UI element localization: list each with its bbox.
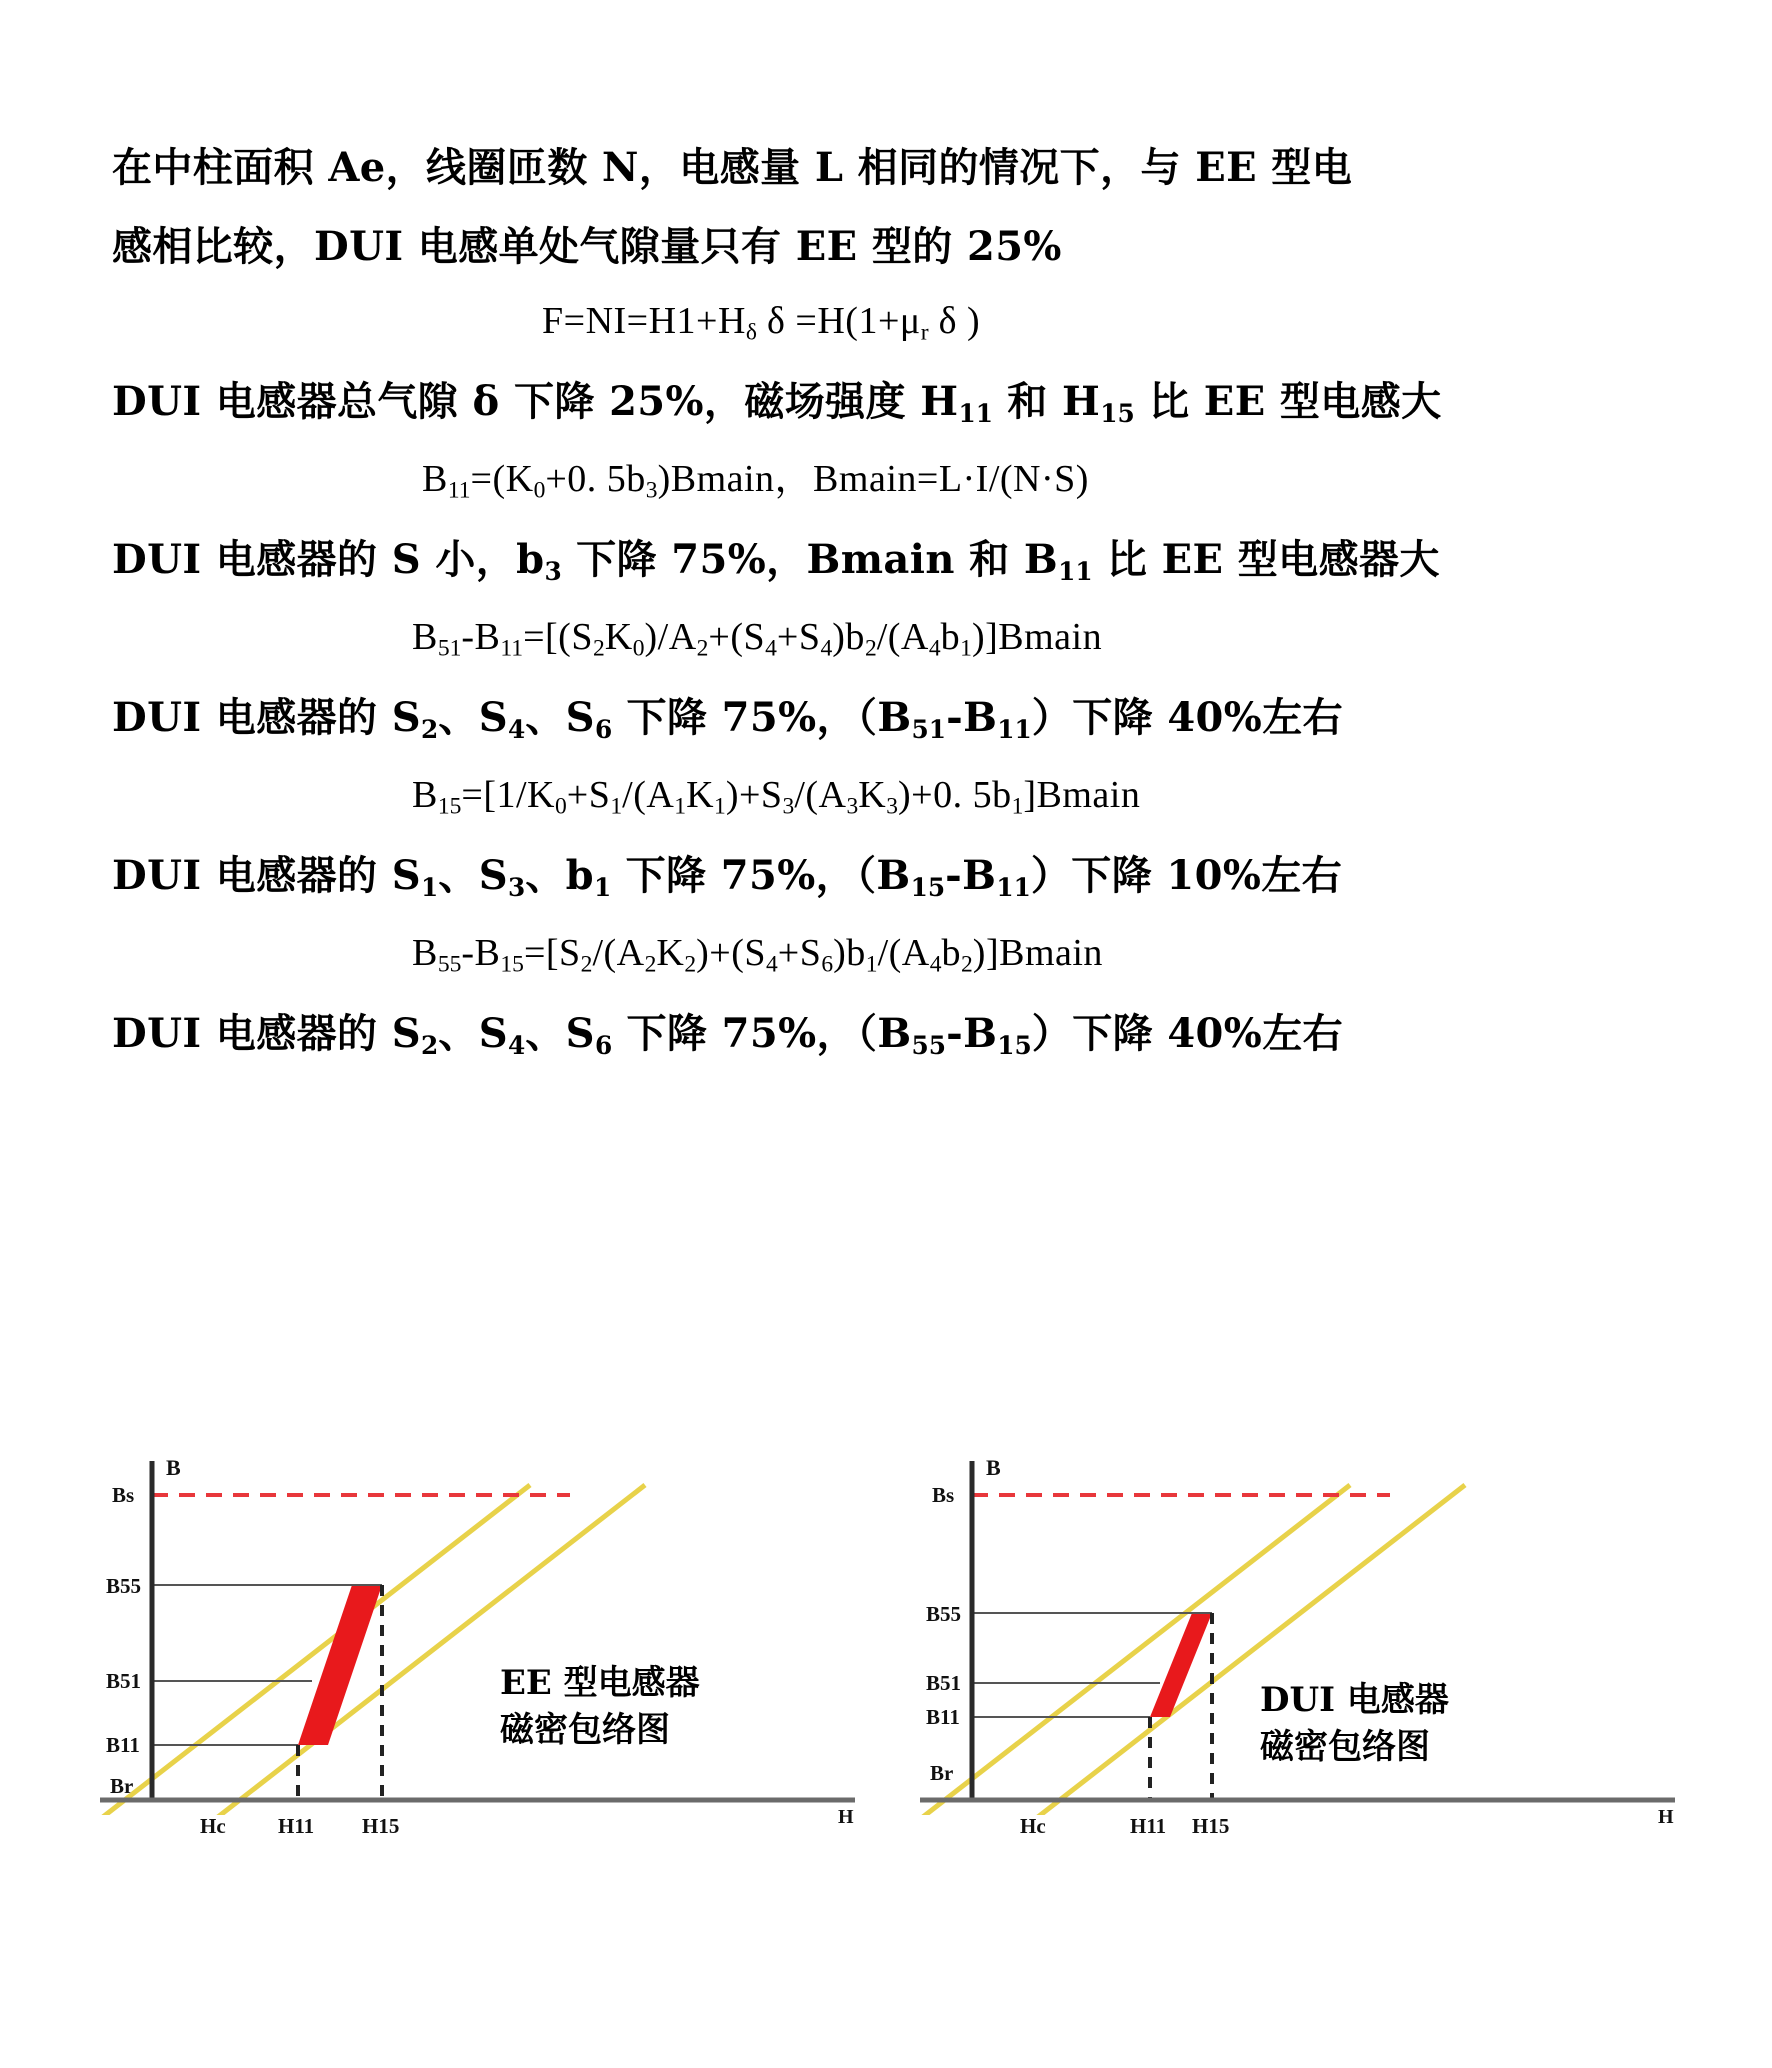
figure-ee-inductor (100, 1455, 860, 1955)
ytick-b55: B55 (106, 1574, 142, 1598)
l4-a: DUI 电感器总气隙 δ 下降 25%，磁场强度 H (112, 377, 959, 425)
formula-b55-b15 (412, 931, 1103, 979)
f4-s5: 1 (714, 794, 726, 820)
l4-sub-11: 11 (958, 398, 993, 428)
f4-p6: )+S (725, 774, 783, 817)
f1-sub1: δ (745, 320, 758, 346)
f4-s4: 1 (674, 794, 687, 820)
f2-sub1: 11 (447, 478, 471, 504)
f5-p9: /(A (877, 932, 930, 975)
l10-k: ）下降 10%左右 (1030, 851, 1343, 899)
f4-s2: 0 (555, 794, 567, 820)
l10-e: 、b (525, 851, 595, 899)
f5-p4: /(A (592, 932, 645, 975)
f5-s8: 1 (865, 952, 878, 978)
l12-a: DUI 电感器的 S (112, 1009, 422, 1057)
f3-s5: 2 (696, 636, 709, 662)
f3-s3: 2 (592, 636, 605, 662)
f5-p5: K (656, 932, 685, 975)
x-axis-label: H (838, 1806, 854, 1828)
f2-part4: )Bmain，Bmain=L·I/(N·S) (657, 458, 1089, 501)
line-2-text: 感相比较，DUI 电感单处气隙量只有 EE 型的 25% (112, 223, 1062, 271)
xtick-hc: Hc (1020, 1814, 1046, 1838)
formula-line-5 (112, 900, 1672, 979)
ytick-b11: B11 (926, 1705, 960, 1729)
ytick-b11: B11 (106, 1733, 140, 1757)
l10-a: DUI 电感器的 S (112, 851, 422, 899)
f5-s3: 2 (580, 952, 593, 978)
y-axis-label: B (986, 1455, 1001, 1480)
l8-s2: 2 (421, 714, 439, 744)
paragraph-line-1 (112, 110, 1672, 192)
f4-s6: 3 (782, 794, 795, 820)
f4-s9: 1 (1011, 794, 1024, 820)
xtick-h11: H11 (278, 1814, 315, 1838)
l12-c: 、S (438, 1009, 508, 1057)
l4-e: 比 EE 型电感大 (1134, 377, 1442, 425)
f3-p11: )]Bmain (971, 616, 1103, 659)
line-6-text (112, 535, 1440, 586)
f3-s9: 4 (928, 636, 941, 662)
f3-p4: K (604, 616, 633, 659)
paragraph-line-4 (112, 347, 1672, 426)
f5-s1: 55 (437, 952, 462, 978)
f4-p8: K (858, 774, 887, 817)
l8-s6: 6 (594, 714, 613, 744)
line-10-text (112, 851, 1343, 902)
f5-s4: 2 (644, 952, 657, 978)
f5-s9: 4 (929, 952, 942, 978)
f3-s7: 4 (820, 636, 833, 662)
ytick-b51: B51 (106, 1669, 142, 1693)
f4-s7: 3 (846, 794, 859, 820)
f3-p10: b (940, 616, 961, 659)
f3-p5: )/A (644, 616, 697, 659)
figure-ee-caption (500, 1660, 700, 1754)
f3-s1: 51 (437, 636, 462, 662)
l10-s1: 1 (421, 872, 439, 902)
l8-s51: 51 (911, 714, 947, 744)
f3-s4: 0 (632, 636, 645, 662)
text-content (112, 110, 1672, 1058)
figure-dui-inductor (920, 1455, 1680, 1955)
l6-e: 比 EE 型电感器大 (1092, 535, 1440, 583)
l8-e: 、S (525, 693, 595, 741)
l10-s15: 15 (910, 872, 946, 902)
f5-p11: )]Bmain (972, 932, 1103, 975)
formula-line-2 (112, 426, 1672, 505)
paragraph-line-8 (112, 663, 1672, 742)
x-axis-label: H (1658, 1806, 1674, 1828)
paragraph-line-10 (112, 821, 1672, 900)
l10-i: -B (945, 851, 997, 899)
f4-p9: )+0. 5b (897, 774, 1012, 817)
f4-p4: /(A (622, 774, 675, 817)
l8-s4: 4 (507, 714, 526, 744)
f3-p8: )b (832, 616, 865, 659)
paragraph-line-6 (112, 505, 1672, 584)
f5-s2: 15 (500, 952, 524, 978)
l8-g: 下降 75%，（B (612, 693, 912, 741)
f5-p6: )+(S (696, 932, 766, 975)
f3-s2: 11 (500, 636, 524, 662)
f4-s1: 15 (437, 794, 462, 820)
f5-p8: )b (833, 932, 866, 975)
f4-s3: 1 (610, 794, 623, 820)
formula-b15 (412, 773, 1140, 821)
ytick-b51: B51 (926, 1671, 962, 1695)
l12-g: 下降 75%，（B (612, 1009, 912, 1057)
f3-p3: =[(S (523, 616, 593, 659)
l12-s55: 55 (911, 1030, 947, 1060)
line-8-text (112, 693, 1343, 744)
xtick-h15: H15 (1192, 1814, 1230, 1838)
formula-line-3 (112, 584, 1672, 663)
l12-s2: 2 (421, 1030, 439, 1060)
f3-p6: +(S (708, 616, 766, 659)
f2-part2: =(K (470, 458, 534, 501)
l4-sub-15: 15 (1100, 398, 1135, 428)
bh-upper-branch (920, 1485, 1350, 1827)
f1-part3: δ ) (928, 300, 981, 343)
flux-swing-region (1150, 1613, 1212, 1717)
l12-s15: 15 (997, 1030, 1032, 1060)
f4-p2: =[1/K (461, 774, 555, 817)
f5-s6: 4 (766, 952, 778, 978)
f4-p10: ]Bmain (1023, 774, 1141, 817)
l6-sub-3: 3 (544, 556, 562, 586)
ee-chart-svg (100, 1455, 860, 1855)
f1-part1: F=NI=H1+H (542, 300, 746, 343)
l8-c: 、S (438, 693, 508, 741)
f3-p9: /(A (876, 616, 929, 659)
l10-s3: 3 (507, 872, 526, 902)
formula-f-ni (542, 299, 980, 347)
l4-c: 和 H (992, 377, 1101, 425)
l10-s11: 11 (996, 872, 1031, 902)
ytick-br: Br (110, 1774, 134, 1798)
f2-part3: +0. 5b (545, 458, 646, 501)
f1-sub2: r (920, 320, 929, 346)
paragraph-line-12 (112, 979, 1672, 1058)
xtick-h15: H15 (362, 1814, 400, 1838)
figures-area (0, 1455, 1772, 1955)
l12-k: ）下降 40%左右 (1031, 1009, 1343, 1057)
l8-i: -B (946, 693, 998, 741)
ytick-bs: Bs (932, 1483, 955, 1507)
f4-p7: /(A (794, 774, 847, 817)
l6-a: DUI 电感器的 S 小，b (112, 535, 545, 583)
l10-g: 下降 75%，（B (611, 851, 911, 899)
f3-p1: B (412, 616, 438, 659)
figure-ee-caption-line2: 磁密包络图 (500, 1709, 670, 1750)
f5-p7: +S (777, 932, 822, 975)
f3-p2: -B (461, 616, 501, 659)
l12-i: -B (946, 1009, 998, 1057)
f5-p3: =[S (523, 932, 581, 975)
xtick-h11: H11 (1130, 1814, 1167, 1838)
l12-s6: 6 (594, 1030, 613, 1060)
line-4-text (112, 377, 1442, 428)
formula-line-1 (112, 268, 1672, 347)
line-1-text: 在中柱面积 Ae，线圈匝数 N，电感量 L 相同的情况下，与 EE 型电 (112, 144, 1353, 192)
bh-lower-branch (1025, 1485, 1465, 1827)
l12-e: 、S (525, 1009, 595, 1057)
l10-c: 、S (438, 851, 508, 899)
bh-upper-branch (100, 1485, 530, 1827)
f2-part1: B (422, 458, 448, 501)
figure-dui-caption-line2: 磁密包络图 (1260, 1726, 1430, 1767)
l8-a: DUI 电感器的 S (112, 693, 422, 741)
f3-s6: 4 (765, 636, 777, 662)
f5-s7: 6 (821, 952, 834, 978)
figure-dui-caption-line1: DUI 电感器 (1260, 1680, 1449, 1720)
f4-p1: B (412, 774, 438, 817)
l8-s11: 11 (997, 714, 1032, 744)
f2-sub3: 3 (645, 478, 658, 504)
formula-line-4 (112, 742, 1672, 821)
f2-sub2: 0 (533, 478, 546, 504)
y-axis-label: B (166, 1455, 181, 1480)
f4-s8: 3 (886, 794, 898, 820)
bh-lower-branch (205, 1485, 645, 1827)
formula-b51-b11 (412, 615, 1102, 663)
f5-p1: B (412, 932, 438, 975)
f5-s10: 2 (961, 952, 973, 978)
f4-p5: K (686, 774, 715, 817)
figure-ee-caption-line1: EE 型电感器 (500, 1663, 700, 1703)
f3-p7: +S (776, 616, 821, 659)
dui-chart-svg (920, 1455, 1680, 1855)
l6-sub-11: 11 (1058, 556, 1093, 586)
l8-k: ）下降 40%左右 (1031, 693, 1343, 741)
formula-b11 (422, 447, 1089, 505)
xtick-hc: Hc (200, 1814, 226, 1838)
ytick-b55: B55 (926, 1602, 962, 1626)
f3-s8: 2 (864, 636, 877, 662)
ytick-br: Br (930, 1761, 954, 1785)
f4-p3: +S (566, 774, 611, 817)
f5-s5: 2 (684, 952, 697, 978)
line-12-text (112, 1009, 1343, 1060)
l12-s4: 4 (507, 1030, 526, 1060)
paragraph-line-2 (112, 189, 1672, 271)
l6-c: 下降 75%，Bmain 和 B (561, 535, 1059, 583)
f1-part2: δ =H(1+μ (757, 300, 921, 343)
l10-sb1: 1 (594, 872, 612, 902)
f3-s10: 1 (960, 636, 972, 662)
f5-p10: b (941, 932, 962, 975)
ytick-bs: Bs (112, 1483, 135, 1507)
f5-p2: -B (461, 932, 501, 975)
figure-dui-caption (1260, 1677, 1449, 1771)
